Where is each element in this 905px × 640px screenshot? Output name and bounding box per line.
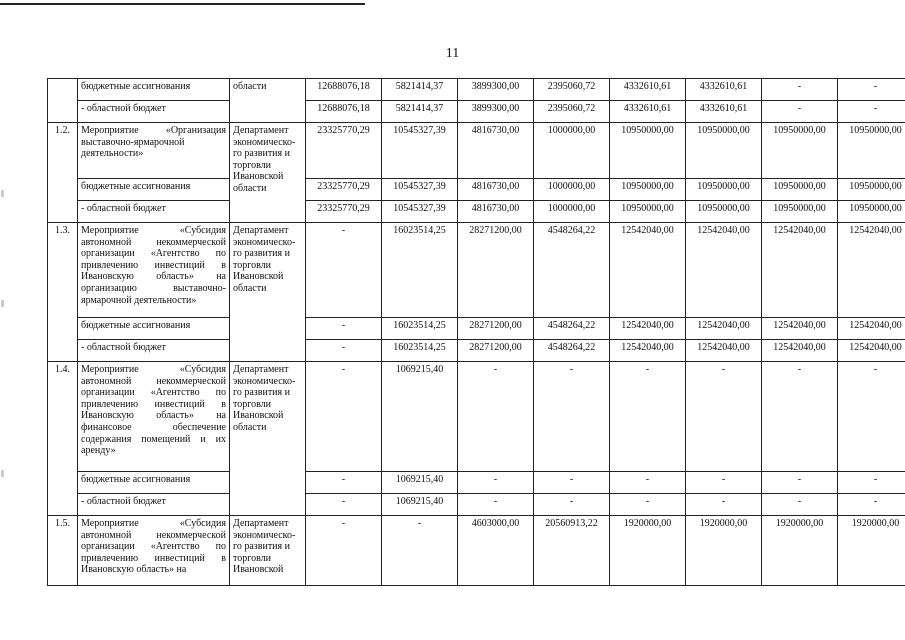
value-cell: 4548264,22 [534, 340, 610, 362]
row-index: 1.2. [48, 123, 78, 223]
value-cell: 12542040,00 [762, 318, 838, 340]
row-label: - областной бюджет [78, 101, 230, 123]
measure-name: Мероприятие «Организация выставочно-ярмарочной деятельности» [78, 123, 230, 179]
value-cell: 1069215,40 [382, 472, 458, 494]
value-cell: 10950000,00 [610, 179, 686, 201]
value-cell: 12542040,00 [610, 318, 686, 340]
budget-table-body [48, 79, 905, 586]
row-label: - областной бюджет [78, 494, 230, 516]
value-cell: - [382, 516, 458, 586]
value-cell: 4548264,22 [534, 318, 610, 340]
department-cell: Департамент экономическо-го развития и торговли Ивановской [230, 516, 306, 586]
value-cell: - [306, 472, 382, 494]
value-cell: 10950000,00 [610, 201, 686, 223]
table-row [48, 201, 905, 223]
value-cell: 1000000,00 [534, 179, 610, 201]
value-cell: 1069215,40 [382, 362, 458, 472]
value-cell: 10950000,00 [686, 201, 762, 223]
value-cell: 1000000,00 [534, 123, 610, 179]
value-cell: 3899300,00 [458, 79, 534, 101]
value-cell: 12542040,00 [686, 340, 762, 362]
value-cell: - [838, 362, 905, 472]
page-number: 11 [445, 46, 460, 61]
value-cell: 10545327,39 [382, 123, 458, 179]
value-cell: 1920000,00 [686, 516, 762, 586]
value-cell: 4816730,00 [458, 123, 534, 179]
value-cell: 10950000,00 [686, 179, 762, 201]
value-cell: - [610, 494, 686, 516]
value-cell: - [306, 318, 382, 340]
table-row [48, 79, 905, 101]
department-cell: Департамент экономическо-го развития и торговли Ивановской области [230, 223, 306, 362]
table-row [48, 340, 905, 362]
value-cell: 20560913,22 [534, 516, 610, 586]
row-index: 1.3. [48, 223, 78, 362]
table-row [48, 362, 905, 472]
department-cell: области [230, 79, 306, 123]
value-cell: - [762, 101, 838, 123]
value-cell: - [306, 362, 382, 472]
value-cell: - [838, 494, 905, 516]
value-cell: - [306, 494, 382, 516]
value-cell: 23325770,29 [306, 179, 382, 201]
department-cell: Департамент экономическо-го развития и торговли Ивановской области [230, 362, 306, 516]
value-cell: 4332610,61 [686, 79, 762, 101]
value-cell: 12542040,00 [610, 340, 686, 362]
value-cell: 12542040,00 [838, 318, 905, 340]
value-cell: 12542040,00 [686, 223, 762, 318]
value-cell: 12688076,18 [306, 79, 382, 101]
value-cell: 4548264,22 [534, 223, 610, 318]
value-cell: - [534, 362, 610, 472]
value-cell: 1920000,00 [838, 516, 905, 586]
row-index [48, 79, 78, 123]
value-cell: 10950000,00 [762, 179, 838, 201]
value-cell: 28271200,00 [458, 318, 534, 340]
measure-name: Мероприятие «Субсидия автономной некоммерческой организации «Агентство по привлечению инвестиций в Ивановскую область» на организацию выставочно-ярмарочной деятельности» [78, 223, 230, 318]
value-cell: 4816730,00 [458, 179, 534, 201]
row-label: - областной бюджет [78, 340, 230, 362]
value-cell: - [686, 472, 762, 494]
value-cell: 12542040,00 [762, 340, 838, 362]
row-label: бюджетные ассигнования [78, 179, 230, 201]
value-cell: - [838, 472, 905, 494]
table-row [48, 101, 905, 123]
value-cell: 3899300,00 [458, 101, 534, 123]
value-cell: 16023514,25 [382, 340, 458, 362]
value-cell: 10545327,39 [382, 201, 458, 223]
value-cell: 10950000,00 [838, 201, 905, 223]
value-cell: - [534, 472, 610, 494]
value-cell: 4332610,61 [610, 79, 686, 101]
value-cell: 12688076,18 [306, 101, 382, 123]
value-cell: 2395060,72 [534, 79, 610, 101]
value-cell: 23325770,29 [306, 123, 382, 179]
value-cell: 4816730,00 [458, 201, 534, 223]
value-cell: - [306, 340, 382, 362]
table-row [48, 516, 905, 586]
value-cell: 28271200,00 [458, 340, 534, 362]
table-row [48, 494, 905, 516]
measure-name: Мероприятие «Субсидия автономной некоммерческой организации «Агентство по привлечению инвестиций в Ивановскую область» на [78, 516, 230, 586]
value-cell: - [306, 223, 382, 318]
row-index: 1.5. [48, 516, 78, 586]
value-cell: 10950000,00 [610, 123, 686, 179]
value-cell: 16023514,25 [382, 318, 458, 340]
value-cell: - [458, 362, 534, 472]
value-cell: 16023514,25 [382, 223, 458, 318]
value-cell: - [610, 472, 686, 494]
table-row [48, 223, 905, 318]
value-cell: - [534, 494, 610, 516]
table-row [48, 179, 905, 201]
value-cell: - [306, 516, 382, 586]
value-cell: 4603000,00 [458, 516, 534, 586]
value-cell: 4332610,61 [686, 101, 762, 123]
value-cell: 10950000,00 [762, 123, 838, 179]
row-index: 1.4. [48, 362, 78, 516]
value-cell: - [762, 79, 838, 101]
value-cell: 2395060,72 [534, 101, 610, 123]
row-label: бюджетные ассигнования [78, 472, 230, 494]
scan-mark [1, 300, 4, 307]
value-cell: 12542040,00 [838, 223, 905, 318]
scan-mark [1, 470, 4, 477]
table-row [48, 123, 905, 179]
value-cell: - [686, 494, 762, 516]
value-cell: 10950000,00 [686, 123, 762, 179]
table-row [48, 318, 905, 340]
value-cell: 10545327,39 [382, 179, 458, 201]
value-cell: 4332610,61 [610, 101, 686, 123]
value-cell: - [762, 472, 838, 494]
value-cell: 10950000,00 [762, 201, 838, 223]
value-cell: 5821414,37 [382, 79, 458, 101]
value-cell: 1000000,00 [534, 201, 610, 223]
value-cell: 10950000,00 [838, 123, 905, 179]
value-cell: - [762, 494, 838, 516]
top-rule [0, 3, 365, 5]
row-label: бюджетные ассигнования [78, 79, 230, 101]
row-label: бюджетные ассигнования [78, 318, 230, 340]
row-label: - областной бюджет [78, 201, 230, 223]
value-cell: 5821414,37 [382, 101, 458, 123]
measure-name: Мероприятие «Субсидия автономной некоммерческой организации «Агентство по привлечению инвестиций в Ивановскую область» на финансовое обеспечение содержания помещений и их аренду» [78, 362, 230, 472]
value-cell: 12542040,00 [610, 223, 686, 318]
table-row [48, 472, 905, 494]
budget-table [47, 78, 905, 586]
department-cell: Департамент экономическо-го развития и торговли Ивановской области [230, 123, 306, 223]
value-cell: - [458, 472, 534, 494]
value-cell: - [610, 362, 686, 472]
value-cell: - [686, 362, 762, 472]
scan-mark [1, 190, 4, 197]
value-cell: 12542040,00 [686, 318, 762, 340]
value-cell: - [762, 362, 838, 472]
value-cell: 1920000,00 [762, 516, 838, 586]
value-cell: - [458, 494, 534, 516]
value-cell: - [838, 101, 905, 123]
value-cell: - [838, 79, 905, 101]
value-cell: 1920000,00 [610, 516, 686, 586]
value-cell: 1069215,40 [382, 494, 458, 516]
value-cell: 10950000,00 [838, 179, 905, 201]
value-cell: 12542040,00 [762, 223, 838, 318]
value-cell: 28271200,00 [458, 223, 534, 318]
value-cell: 12542040,00 [838, 340, 905, 362]
value-cell: 23325770,29 [306, 201, 382, 223]
